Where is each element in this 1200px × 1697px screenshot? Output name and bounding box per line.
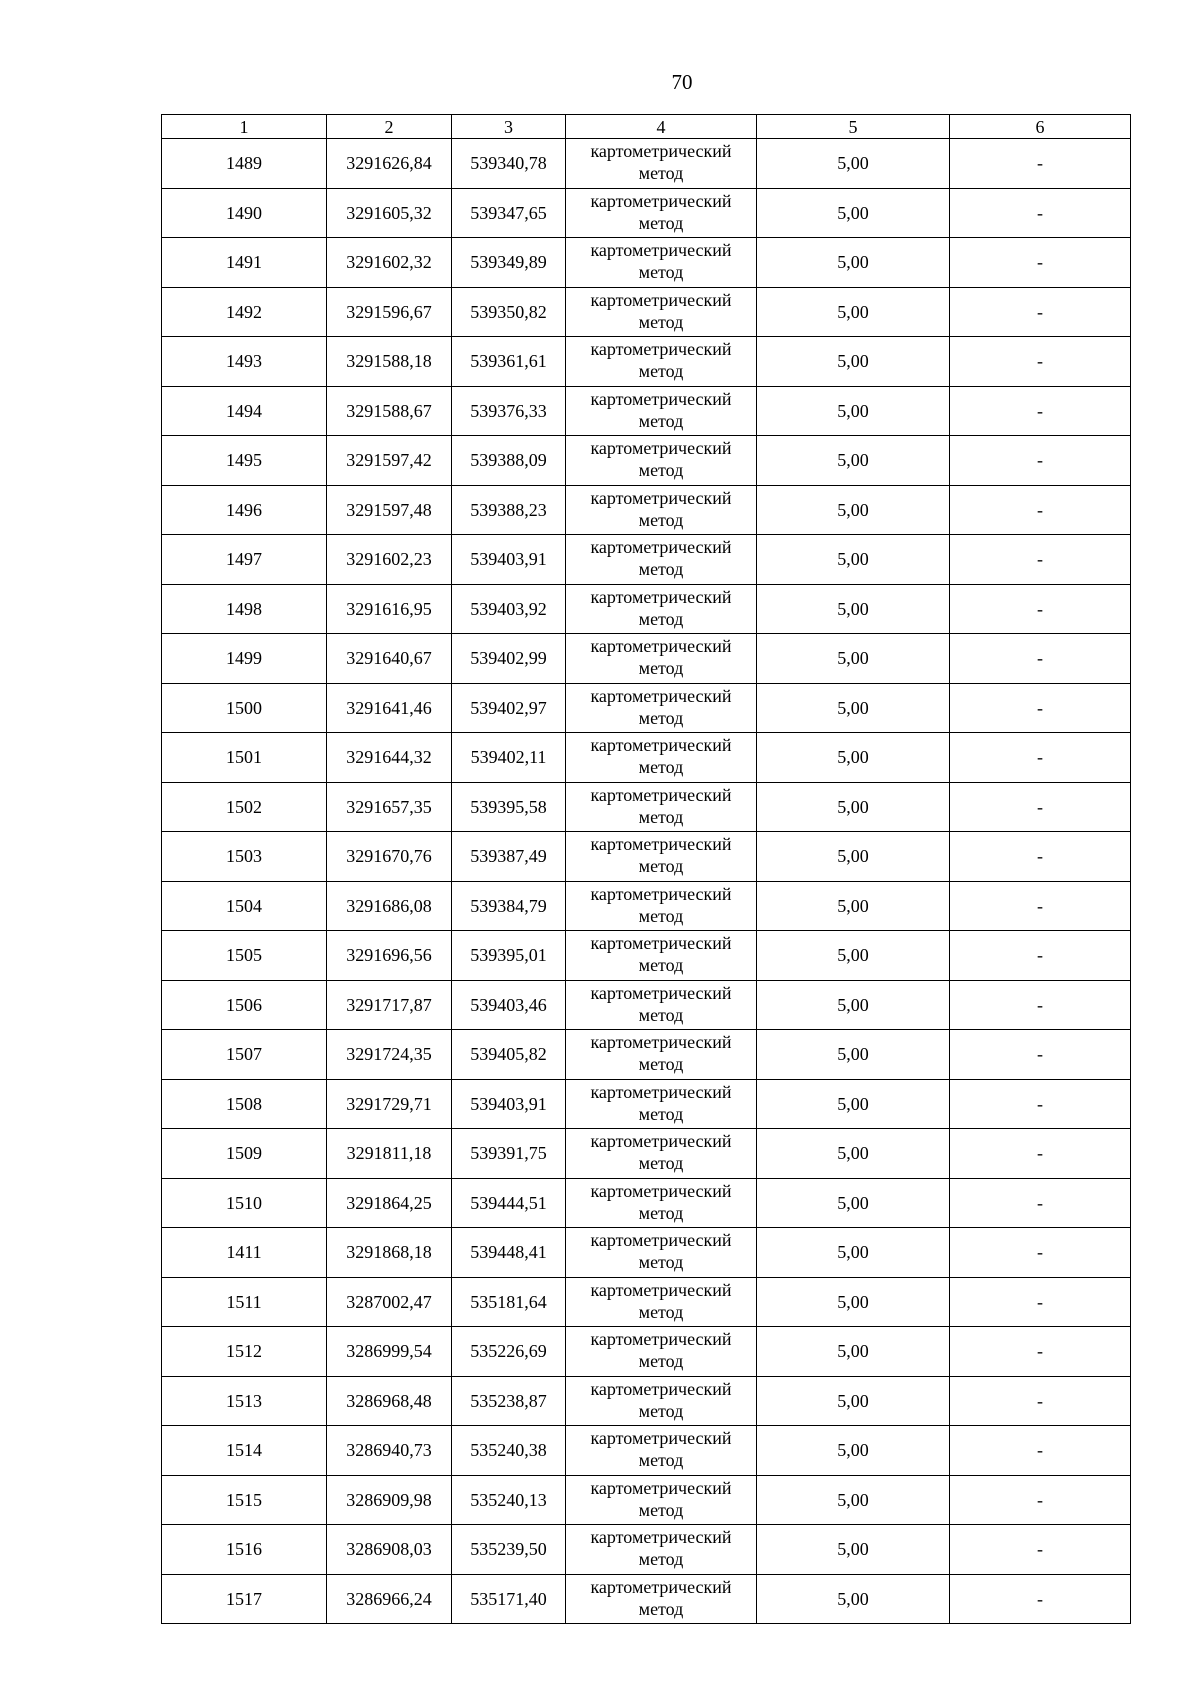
- method-line-1: картометрический: [590, 1180, 732, 1201]
- note-cell: -: [950, 1178, 1131, 1228]
- note-cell: -: [950, 436, 1131, 486]
- y-coordinate-cell: 539384,79: [452, 881, 566, 931]
- note-cell: -: [950, 485, 1131, 535]
- page-number-text: 70: [671, 70, 693, 94]
- x-coordinate-cell: 3291717,87: [327, 980, 452, 1030]
- method-cell: [566, 1574, 757, 1624]
- x-coordinate-cell: 3291626,84: [327, 139, 452, 189]
- accuracy-cell: 5,00: [757, 683, 950, 733]
- point-cell: 1500: [162, 683, 327, 733]
- point-cell: 1493: [162, 337, 327, 387]
- x-coordinate-cell: 3286909,98: [327, 1475, 452, 1525]
- point-cell: 1516: [162, 1525, 327, 1575]
- y-coordinate-cell: 539349,89: [452, 238, 566, 288]
- accuracy-cell: 5,00: [757, 1525, 950, 1575]
- method-cell: [566, 1327, 757, 1377]
- table-row: [162, 1475, 1131, 1525]
- note-cell: -: [950, 832, 1131, 882]
- y-coordinate-cell: 535181,64: [452, 1277, 566, 1327]
- method-cell: [566, 584, 757, 634]
- method-line-2: метод: [638, 1549, 684, 1570]
- point-cell: 1517: [162, 1574, 327, 1624]
- method-line-2: метод: [638, 1153, 684, 1174]
- column-header: 3: [452, 115, 566, 139]
- method-cell: [566, 1079, 757, 1129]
- note-cell: -: [950, 1277, 1131, 1327]
- point-cell: 1495: [162, 436, 327, 486]
- y-coordinate-cell: 539405,82: [452, 1030, 566, 1080]
- y-coordinate-cell: 539395,01: [452, 931, 566, 981]
- method-line-2: метод: [638, 806, 684, 827]
- method-line-1: картометрический: [590, 1428, 732, 1449]
- method-line-2: метод: [638, 460, 684, 481]
- method-cell: [566, 1178, 757, 1228]
- table-row: [162, 238, 1131, 288]
- y-coordinate-cell: 539402,99: [452, 634, 566, 684]
- method-line-1: картометрический: [590, 834, 732, 855]
- x-coordinate-cell: 3291696,56: [327, 931, 452, 981]
- x-coordinate-cell: 3286908,03: [327, 1525, 452, 1575]
- point-cell: 1490: [162, 188, 327, 238]
- point-cell: 1503: [162, 832, 327, 882]
- y-coordinate-cell: 539388,23: [452, 485, 566, 535]
- note-cell: -: [950, 980, 1131, 1030]
- y-coordinate-cell: 539402,97: [452, 683, 566, 733]
- method-line-2: метод: [638, 559, 684, 580]
- method-cell: [566, 782, 757, 832]
- method-line-2: метод: [638, 1351, 684, 1372]
- x-coordinate-cell: 3286940,73: [327, 1426, 452, 1476]
- table-row: [162, 139, 1131, 189]
- x-coordinate-cell: 3291602,32: [327, 238, 452, 288]
- method-cell: [566, 980, 757, 1030]
- accuracy-cell: 5,00: [757, 1327, 950, 1377]
- y-coordinate-cell: 539448,41: [452, 1228, 566, 1278]
- table-row: [162, 535, 1131, 585]
- method-line-2: метод: [638, 1252, 684, 1273]
- method-line-2: метод: [638, 1103, 684, 1124]
- method-line-1: картометрический: [590, 1032, 732, 1053]
- table-row: [162, 188, 1131, 238]
- method-cell: [566, 1525, 757, 1575]
- method-line-1: картометрический: [590, 1329, 732, 1350]
- point-cell: 1510: [162, 1178, 327, 1228]
- method-line-1: картометрический: [590, 982, 732, 1003]
- x-coordinate-cell: 3291868,18: [327, 1228, 452, 1278]
- table-row: [162, 1228, 1131, 1278]
- method-line-2: метод: [638, 509, 684, 530]
- accuracy-cell: 5,00: [757, 1426, 950, 1476]
- table-row: [162, 1178, 1131, 1228]
- accuracy-cell: 5,00: [757, 535, 950, 585]
- table-row: [162, 1426, 1131, 1476]
- table-row: [162, 1277, 1131, 1327]
- method-line-1: картометрический: [590, 735, 732, 756]
- method-cell: [566, 1376, 757, 1426]
- table-row: [162, 1030, 1131, 1080]
- note-cell: -: [950, 1574, 1131, 1624]
- method-line-2: метод: [638, 856, 684, 877]
- method-line-2: метод: [638, 955, 684, 976]
- accuracy-cell: 5,00: [757, 188, 950, 238]
- method-line-1: картометрический: [590, 586, 732, 607]
- accuracy-cell: 5,00: [757, 485, 950, 535]
- x-coordinate-cell: 3291640,67: [327, 634, 452, 684]
- accuracy-cell: 5,00: [757, 1178, 950, 1228]
- note-cell: -: [950, 1079, 1131, 1129]
- x-coordinate-cell: 3291588,18: [327, 337, 452, 387]
- point-cell: 1512: [162, 1327, 327, 1377]
- method-line-1: картометрический: [590, 1131, 732, 1152]
- method-cell: [566, 733, 757, 783]
- note-cell: -: [950, 1475, 1131, 1525]
- note-cell: -: [950, 535, 1131, 585]
- method-line-2: метод: [638, 1202, 684, 1223]
- y-coordinate-cell: 539403,91: [452, 1079, 566, 1129]
- note-cell: -: [950, 386, 1131, 436]
- table-header-row: [162, 115, 1131, 139]
- accuracy-cell: 5,00: [757, 980, 950, 1030]
- method-line-1: картометрический: [590, 636, 732, 657]
- table-row: [162, 881, 1131, 931]
- table-row: [162, 1525, 1131, 1575]
- method-line-2: метод: [638, 707, 684, 728]
- table-row: [162, 634, 1131, 684]
- column-header: 5: [757, 115, 950, 139]
- note-cell: -: [950, 584, 1131, 634]
- method-line-1: картометрический: [590, 685, 732, 706]
- method-cell: [566, 634, 757, 684]
- point-cell: 1514: [162, 1426, 327, 1476]
- note-cell: -: [950, 1376, 1131, 1426]
- point-cell: 1513: [162, 1376, 327, 1426]
- method-cell: [566, 1426, 757, 1476]
- accuracy-cell: 5,00: [757, 782, 950, 832]
- point-cell: 1506: [162, 980, 327, 1030]
- method-line-2: метод: [638, 361, 684, 382]
- accuracy-cell: 5,00: [757, 139, 950, 189]
- method-line-1: картометрический: [590, 1230, 732, 1251]
- point-cell: 1489: [162, 139, 327, 189]
- note-cell: -: [950, 782, 1131, 832]
- method-cell: [566, 535, 757, 585]
- method-cell: [566, 683, 757, 733]
- accuracy-cell: 5,00: [757, 1376, 950, 1426]
- column-header: 4: [566, 115, 757, 139]
- note-cell: -: [950, 1426, 1131, 1476]
- point-cell: 1496: [162, 485, 327, 535]
- method-cell: [566, 188, 757, 238]
- x-coordinate-cell: 3291724,35: [327, 1030, 452, 1080]
- y-coordinate-cell: 539347,65: [452, 188, 566, 238]
- table-row: [162, 733, 1131, 783]
- method-line-1: картометрический: [590, 388, 732, 409]
- point-cell: 1515: [162, 1475, 327, 1525]
- table-row: [162, 1129, 1131, 1179]
- note-cell: -: [950, 931, 1131, 981]
- method-line-1: картометрический: [590, 141, 732, 162]
- method-line-2: метод: [638, 410, 684, 431]
- method-line-1: картометрический: [590, 784, 732, 805]
- y-coordinate-cell: 535171,40: [452, 1574, 566, 1624]
- x-coordinate-cell: 3291588,67: [327, 386, 452, 436]
- method-line-2: метод: [638, 163, 684, 184]
- x-coordinate-cell: 3291616,95: [327, 584, 452, 634]
- accuracy-cell: 5,00: [757, 337, 950, 387]
- x-coordinate-cell: 3287002,47: [327, 1277, 452, 1327]
- accuracy-cell: 5,00: [757, 832, 950, 882]
- method-line-2: метод: [638, 1450, 684, 1471]
- point-cell: 1498: [162, 584, 327, 634]
- note-cell: -: [950, 881, 1131, 931]
- point-cell: 1505: [162, 931, 327, 981]
- y-coordinate-cell: 539403,91: [452, 535, 566, 585]
- x-coordinate-cell: 3291729,71: [327, 1079, 452, 1129]
- x-coordinate-cell: 3286999,54: [327, 1327, 452, 1377]
- y-coordinate-cell: 539402,11: [452, 733, 566, 783]
- accuracy-cell: 5,00: [757, 584, 950, 634]
- y-coordinate-cell: 539403,46: [452, 980, 566, 1030]
- point-cell: 1491: [162, 238, 327, 288]
- accuracy-cell: 5,00: [757, 881, 950, 931]
- method-line-1: картометрический: [590, 537, 732, 558]
- table-row: [162, 485, 1131, 535]
- accuracy-cell: 5,00: [757, 1129, 950, 1179]
- x-coordinate-cell: 3291602,23: [327, 535, 452, 585]
- method-line-1: картометрический: [590, 339, 732, 360]
- method-line-1: картометрический: [590, 289, 732, 310]
- method-line-2: метод: [638, 1499, 684, 1520]
- x-coordinate-cell: 3291641,46: [327, 683, 452, 733]
- method-line-1: картометрический: [590, 883, 732, 904]
- note-cell: -: [950, 1327, 1131, 1377]
- column-header: 1: [162, 115, 327, 139]
- method-line-2: метод: [638, 1400, 684, 1421]
- method-line-2: метод: [638, 212, 684, 233]
- method-line-2: метод: [638, 757, 684, 778]
- method-line-2: метод: [638, 311, 684, 332]
- y-coordinate-cell: 535239,50: [452, 1525, 566, 1575]
- method-line-1: картометрический: [590, 1378, 732, 1399]
- method-cell: [566, 139, 757, 189]
- y-coordinate-cell: 539376,33: [452, 386, 566, 436]
- table-row: [162, 436, 1131, 486]
- table-row: [162, 782, 1131, 832]
- point-cell: 1411: [162, 1228, 327, 1278]
- method-line-2: метод: [638, 1301, 684, 1322]
- point-cell: 1508: [162, 1079, 327, 1129]
- method-line-2: метод: [638, 1004, 684, 1025]
- y-coordinate-cell: 539340,78: [452, 139, 566, 189]
- method-line-2: метод: [638, 658, 684, 679]
- x-coordinate-cell: 3291597,48: [327, 485, 452, 535]
- method-cell: [566, 832, 757, 882]
- accuracy-cell: 5,00: [757, 1574, 950, 1624]
- y-coordinate-cell: 535240,13: [452, 1475, 566, 1525]
- point-cell: 1499: [162, 634, 327, 684]
- column-header: 6: [950, 115, 1131, 139]
- y-coordinate-cell: 535226,69: [452, 1327, 566, 1377]
- point-cell: 1501: [162, 733, 327, 783]
- accuracy-cell: 5,00: [757, 238, 950, 288]
- y-coordinate-cell: 539391,75: [452, 1129, 566, 1179]
- point-cell: 1502: [162, 782, 327, 832]
- y-coordinate-cell: 539387,49: [452, 832, 566, 882]
- x-coordinate-cell: 3286968,48: [327, 1376, 452, 1426]
- method-line-1: картометрический: [590, 933, 732, 954]
- table-body: [162, 115, 1131, 1624]
- method-line-1: картометрический: [590, 1279, 732, 1300]
- point-cell: 1511: [162, 1277, 327, 1327]
- x-coordinate-cell: 3291644,32: [327, 733, 452, 783]
- note-cell: -: [950, 337, 1131, 387]
- table-row: [162, 1574, 1131, 1624]
- accuracy-cell: 5,00: [757, 931, 950, 981]
- method-line-1: картометрический: [590, 487, 732, 508]
- accuracy-cell: 5,00: [757, 1079, 950, 1129]
- x-coordinate-cell: 3291657,35: [327, 782, 452, 832]
- accuracy-cell: 5,00: [757, 634, 950, 684]
- method-cell: [566, 1277, 757, 1327]
- note-cell: -: [950, 733, 1131, 783]
- x-coordinate-cell: 3291864,25: [327, 1178, 452, 1228]
- note-cell: -: [950, 1129, 1131, 1179]
- y-coordinate-cell: 539444,51: [452, 1178, 566, 1228]
- x-coordinate-cell: 3291811,18: [327, 1129, 452, 1179]
- method-cell: [566, 386, 757, 436]
- method-cell: [566, 436, 757, 486]
- method-cell: [566, 881, 757, 931]
- point-cell: 1492: [162, 287, 327, 337]
- coordinates-table: [161, 114, 1131, 1624]
- point-cell: 1509: [162, 1129, 327, 1179]
- method-line-2: метод: [638, 905, 684, 926]
- accuracy-cell: 5,00: [757, 1277, 950, 1327]
- point-cell: 1497: [162, 535, 327, 585]
- method-cell: [566, 485, 757, 535]
- x-coordinate-cell: 3291605,32: [327, 188, 452, 238]
- table-row: [162, 931, 1131, 981]
- note-cell: -: [950, 1228, 1131, 1278]
- method-cell: [566, 337, 757, 387]
- method-line-1: картометрический: [590, 190, 732, 211]
- method-cell: [566, 931, 757, 981]
- accuracy-cell: 5,00: [757, 1228, 950, 1278]
- point-cell: 1507: [162, 1030, 327, 1080]
- accuracy-cell: 5,00: [757, 733, 950, 783]
- method-cell: [566, 1030, 757, 1080]
- y-coordinate-cell: 535238,87: [452, 1376, 566, 1426]
- y-coordinate-cell: 539388,09: [452, 436, 566, 486]
- accuracy-cell: 5,00: [757, 1475, 950, 1525]
- method-line-2: метод: [638, 608, 684, 629]
- method-line-1: картометрический: [590, 1576, 732, 1597]
- accuracy-cell: 5,00: [757, 1030, 950, 1080]
- y-coordinate-cell: 539403,92: [452, 584, 566, 634]
- method-line-1: картометрический: [590, 240, 732, 261]
- page-number: [82, 70, 1200, 94]
- table-row: [162, 386, 1131, 436]
- method-line-2: метод: [638, 262, 684, 283]
- method-cell: [566, 238, 757, 288]
- table-row: [162, 287, 1131, 337]
- accuracy-cell: 5,00: [757, 287, 950, 337]
- note-cell: -: [950, 188, 1131, 238]
- accuracy-cell: 5,00: [757, 386, 950, 436]
- method-line-1: картометрический: [590, 1477, 732, 1498]
- table-row: [162, 832, 1131, 882]
- x-coordinate-cell: 3291686,08: [327, 881, 452, 931]
- table-row: [162, 683, 1131, 733]
- method-line-2: метод: [638, 1598, 684, 1619]
- note-cell: -: [950, 634, 1131, 684]
- note-cell: -: [950, 287, 1131, 337]
- point-cell: 1494: [162, 386, 327, 436]
- y-coordinate-cell: 539395,58: [452, 782, 566, 832]
- note-cell: -: [950, 1525, 1131, 1575]
- accuracy-cell: 5,00: [757, 436, 950, 486]
- method-cell: [566, 287, 757, 337]
- table-row: [162, 980, 1131, 1030]
- table-row: [162, 1327, 1131, 1377]
- x-coordinate-cell: 3291596,67: [327, 287, 452, 337]
- note-cell: -: [950, 139, 1131, 189]
- method-cell: [566, 1228, 757, 1278]
- x-coordinate-cell: 3286966,24: [327, 1574, 452, 1624]
- method-line-1: картометрический: [590, 438, 732, 459]
- method-line-1: картометрический: [590, 1527, 732, 1548]
- method-line-1: картометрический: [590, 1081, 732, 1102]
- y-coordinate-cell: 535240,38: [452, 1426, 566, 1476]
- table-row: [162, 1376, 1131, 1426]
- x-coordinate-cell: 3291597,42: [327, 436, 452, 486]
- note-cell: -: [950, 1030, 1131, 1080]
- note-cell: -: [950, 238, 1131, 288]
- x-coordinate-cell: 3291670,76: [327, 832, 452, 882]
- y-coordinate-cell: 539350,82: [452, 287, 566, 337]
- y-coordinate-cell: 539361,61: [452, 337, 566, 387]
- method-cell: [566, 1129, 757, 1179]
- table-row: [162, 584, 1131, 634]
- table-row: [162, 1079, 1131, 1129]
- point-cell: 1504: [162, 881, 327, 931]
- method-cell: [566, 1475, 757, 1525]
- note-cell: -: [950, 683, 1131, 733]
- method-line-2: метод: [638, 1054, 684, 1075]
- column-header: 2: [327, 115, 452, 139]
- table-row: [162, 337, 1131, 387]
